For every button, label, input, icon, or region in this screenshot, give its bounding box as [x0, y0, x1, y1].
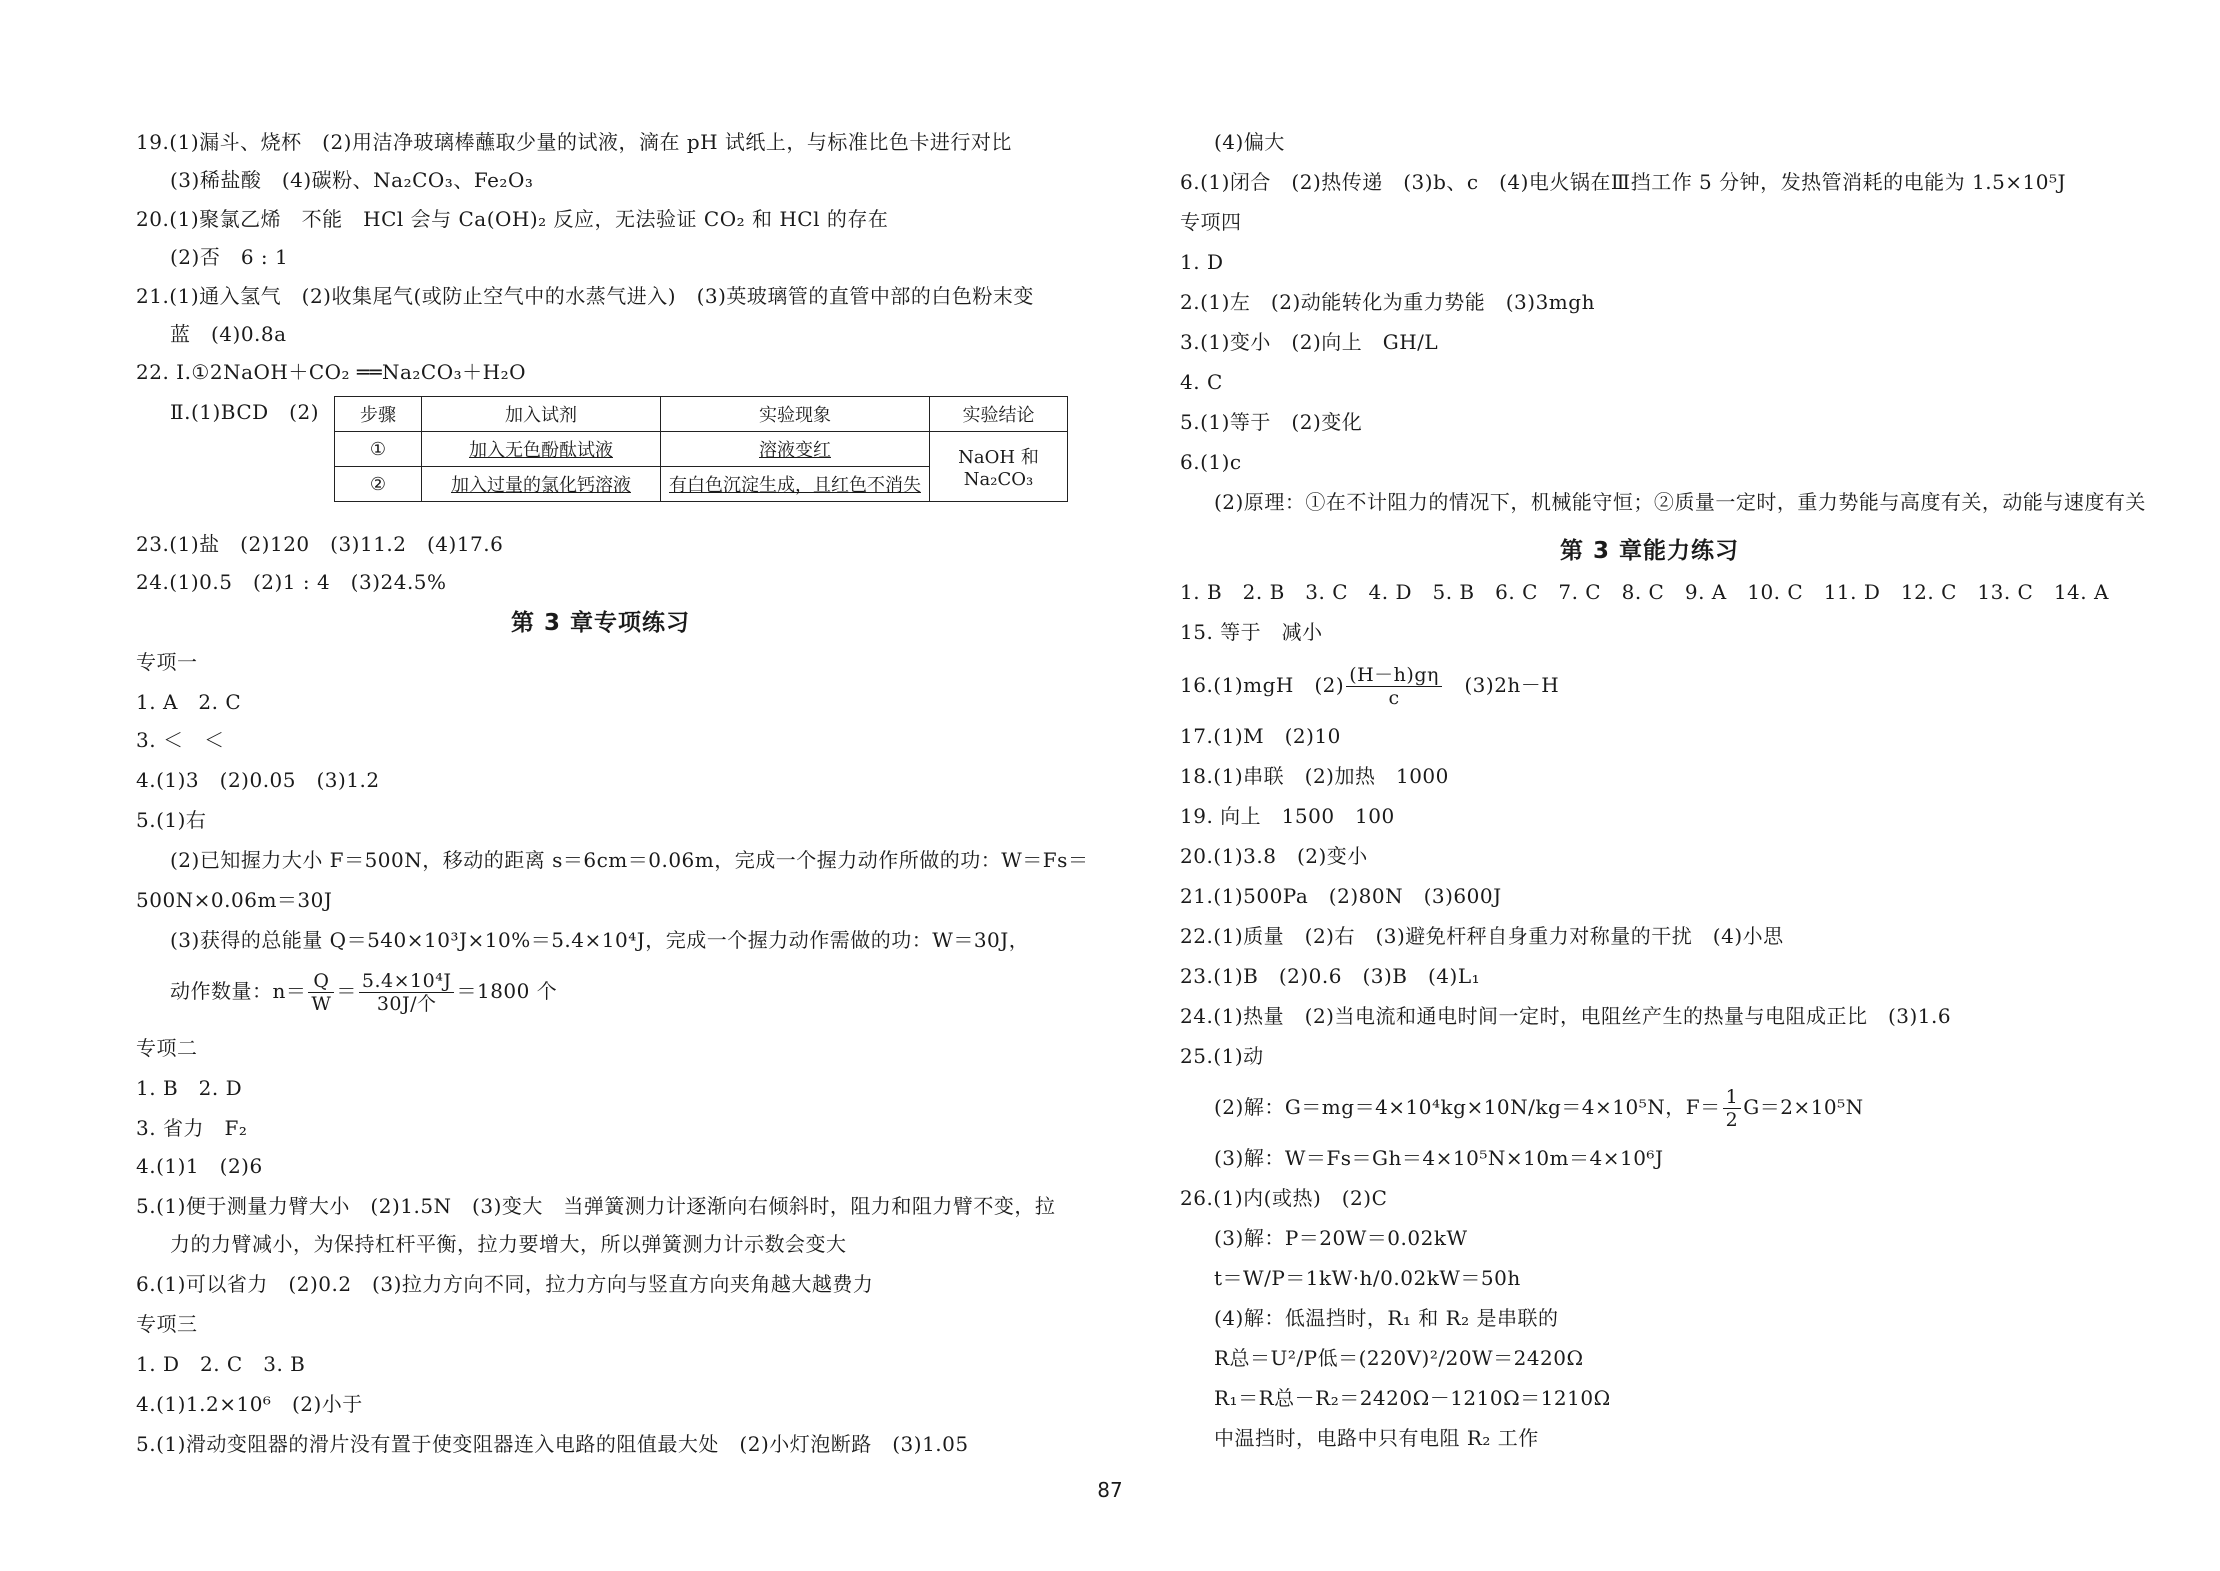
answer-line: 1. A 2. C [136, 690, 242, 714]
answer-line: 1. B 2. D [136, 1076, 243, 1100]
answer-line: R总＝U²/P低＝(220V)²/20W＝2420Ω [1214, 1346, 1584, 1370]
answer-line: 3. 省力 F₂ [136, 1116, 248, 1140]
answer-line: t＝W/P＝1kW·h/0.02kW＝50h [1214, 1266, 1521, 1290]
table-cell-reagent: 加入过量的氯化钙溶液 [422, 467, 661, 502]
answer-line: 4.(1)1.2×10⁶ (2)小于 [136, 1392, 363, 1416]
answer-20: 20.(1)聚氯乙烯 不能 HCl 会与 Ca(OH)₂ 反应，无法验证 CO₂ 和 HCl 的存在 [136, 207, 889, 231]
answer-line: 5.(1)滑动变阻器的滑片没有置于使变阻器连入电路的阻值最大处 (2)小灯泡断路 (3)1.05 [136, 1432, 969, 1456]
answer-line: R₁＝R总－R₂＝2420Ω－1210Ω＝1210Ω [1214, 1386, 1611, 1410]
answer-line: (3)解：P＝20W＝0.02kW [1214, 1226, 1468, 1250]
answer-line: 6.(1)可以省力 (2)0.2 (3)拉力方向不同，拉力方向与竖直方向夹角越大越费力 [136, 1272, 874, 1296]
table-cell-conclusion: NaOH 和 Na₂CO₃ [930, 432, 1068, 502]
answer-line: (3)解：W＝Fs＝Gh＝4×10⁵N×10m＝4×10⁶J [1214, 1146, 1664, 1170]
table-header-row [335, 397, 1068, 432]
table-header: 加入试剂 [422, 397, 661, 432]
answer-line: (4)解：低温挡时，R₁ 和 R₂ 是串联的 [1214, 1306, 1559, 1330]
answer-line: 21.(1)500Pa (2)80N (3)600J [1180, 884, 1502, 908]
answer-line: 25.(1)动 [1180, 1044, 1264, 1068]
answer-20-cont: (2)否 6 : 1 [170, 245, 289, 269]
answer-line: (2)已知握力大小 F＝500N，移动的距离 s＝6cm＝0.06m，完成一个握力动作所做的功：W＝Fs＝ [170, 848, 1089, 872]
answer-line: 中温挡时，电路中只有电阻 R₂ 工作 [1214, 1426, 1539, 1450]
answer-line: 500N×0.06m＝30J [136, 888, 333, 912]
answer-line: (2)原理：①在不计阻力的情况下，机械能守恒；②质量一定时，重力势能与高度有关，动能与速度有关 [1214, 490, 2146, 514]
answer-24: 24.(1)0.5 (2)1 : 4 (3)24.5% [136, 570, 447, 594]
answer-line: (4)偏大 [1214, 130, 1285, 154]
section-heading: 专项四 [1180, 210, 1242, 234]
answer-line: 1. B 2. B 3. C 4. D 5. B 6. C 7. C 8. C 9. A 10. C 11. D 12. C 13. C 14. A [1180, 580, 2109, 604]
answer-line: 6.(1)闭合 (2)热传递 (3)b、c (4)电火锅在Ⅲ挡工作 5 分钟，发热管消耗的电能为 1.5×10⁵J [1180, 170, 2067, 194]
answer-line: 17.(1)M (2)10 [1180, 724, 1341, 748]
answer-line-fraction: 16.(1)mgH (2) $\frac{(H-h)g\eta}{c}$ (3)2h－H [1180, 664, 1560, 709]
answer-22: 22. Ⅰ.①2NaOH＋CO₂ ══Na₂CO₃＋H₂O [136, 360, 527, 384]
answer-22-part2: Ⅱ.(1)BCD (2) [170, 400, 320, 424]
experiment-table [334, 396, 1068, 502]
answer-19: 19.(1)漏斗、烧杯 (2)用洁净玻璃棒蘸取少量的试液，滴在 pH 试纸上，与标准比色卡进行对比 [136, 130, 1012, 154]
answer-line: 18.(1)串联 (2)加热 1000 [1180, 764, 1449, 788]
table-cell-step: ② [335, 467, 422, 502]
answer-19-cont: (3)稀盐酸 (4)碳粉、Na₂CO₃、Fe₂O₃ [170, 168, 534, 192]
table-cell-phenomenon: 溶液变红 [661, 432, 930, 467]
answer-21-cont: 蓝 (4)0.8a [170, 322, 287, 346]
answer-line: 1. D [1180, 250, 1224, 274]
answer-line: 4.(1)1 (2)6 [136, 1154, 263, 1178]
section-heading: 专项二 [136, 1036, 198, 1060]
answer-line: 5.(1)便于测量力臂大小 (2)1.5N (3)变大 当弹簧测力计逐渐向右倾斜时，阻力和阻力臂不变，拉 [136, 1194, 1056, 1218]
answer-line: 3. ＜ ＜ [136, 728, 225, 752]
answer-line: 22.(1)质量 (2)右 (3)避免杆秤自身重力对称量的干扰 (4)小思 [1180, 924, 1784, 948]
table-header: 实验结论 [930, 397, 1068, 432]
chapter-title: 第 3 章能力练习 [1560, 538, 1740, 564]
answer-line: 5.(1)等于 (2)变化 [1180, 410, 1363, 434]
section-heading: 专项三 [136, 1312, 198, 1336]
table-cell-reagent: 加入无色酚酞试液 [422, 432, 661, 467]
answer-21: 21.(1)通入氢气 (2)收集尾气(或防止空气中的水蒸气进入) (3)英玻璃管的直管中部的白色粉末变 [136, 284, 1034, 308]
answer-line: 26.(1)内(或热) (2)C [1180, 1186, 1388, 1210]
table-cell-step: ① [335, 432, 422, 467]
chapter-title: 第 3 章专项练习 [511, 610, 691, 636]
answer-line: 4. C [1180, 370, 1223, 394]
table-header: 步骤 [335, 397, 422, 432]
answer-line-fraction: (2)解：G＝mg＝4×10⁴kg×10N/kg＝4×10⁵N，F＝ $\frac{1}{2}$ G＝2×10⁵N [1214, 1086, 1864, 1131]
answer-line: 19. 向上 1500 100 [1180, 804, 1395, 828]
fraction: $\frac{\text{5.4×10⁴J}}{\text{30J/个}}$ [359, 970, 455, 1015]
table-cell-phenomenon: 有白色沉淀生成，且红色不消失 [661, 467, 930, 502]
fraction: $\frac{1}{2}$ [1723, 1086, 1742, 1131]
answer-line-fraction: 动作数量：n＝ $\frac{Q}{W}$ ＝ $\frac{\text{5.4×10⁴J}}{\text{30J/个}}$ ＝1800 个 [170, 970, 558, 1015]
fraction: $\frac{(H-h)g\eta}{c}$ [1346, 664, 1442, 709]
answer-line: 4.(1)3 (2)0.05 (3)1.2 [136, 768, 380, 792]
section-heading: 专项一 [136, 650, 198, 674]
answer-line: 6.(1)c [1180, 450, 1242, 474]
answer-line: 24.(1)热量 (2)当电流和通电时间一定时，电阻丝产生的热量与电阻成正比 (3)1.6 [1180, 1004, 1952, 1028]
answer-line: 3.(1)变小 (2)向上 GH/L [1180, 330, 1439, 354]
fraction: $\frac{Q}{W}$ [308, 970, 334, 1015]
answer-line: 2.(1)左 (2)动能转化为重力势能 (3)3mgh [1180, 290, 1595, 314]
answer-line: 20.(1)3.8 (2)变小 [1180, 844, 1368, 868]
table-header: 实验现象 [661, 397, 930, 432]
answer-line: 力的力臂减小，为保持杠杆平衡，拉力要增大，所以弹簧测力计示数会变大 [170, 1232, 847, 1256]
answer-line: 5.(1)右 [136, 808, 207, 832]
answer-line: 15. 等于 减小 [1180, 620, 1323, 644]
answer-line: 23.(1)B (2)0.6 (3)B (4)L₁ [1180, 964, 1481, 988]
answer-line: (3)获得的总能量 Q＝540×10³J×10%＝5.4×10⁴J，完成一个握力动作需做的功：W＝30J， [170, 928, 1030, 952]
table-row [335, 432, 1068, 467]
answer-23: 23.(1)盐 (2)120 (3)11.2 (4)17.6 [136, 532, 504, 556]
answer-line: 1. D 2. C 3. B [136, 1352, 306, 1376]
page-number: 87 [1097, 1478, 1123, 1502]
